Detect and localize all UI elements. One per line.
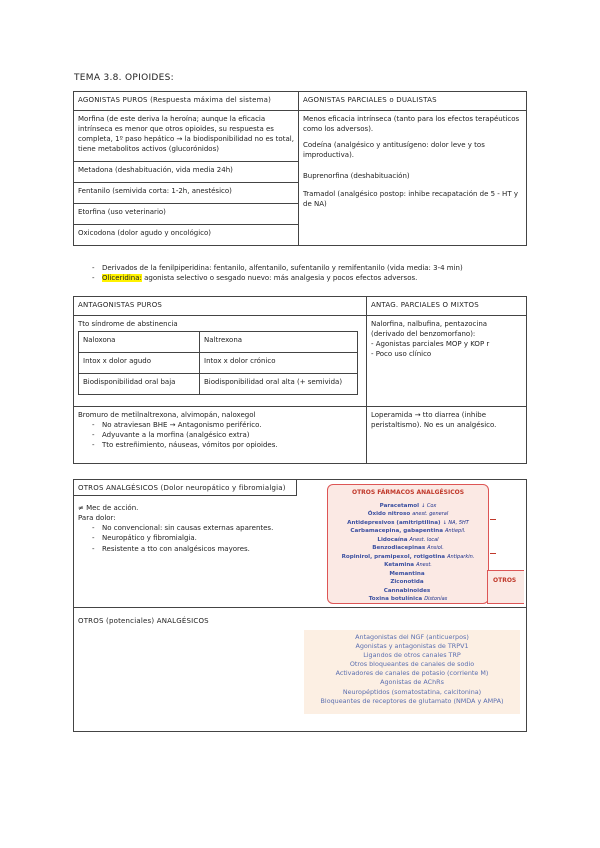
peripheral-list bbox=[78, 420, 362, 450]
abstinencia-label: Tto síndrome de abstinencia bbox=[78, 320, 178, 328]
potenciales-analgesicos-image bbox=[304, 630, 520, 714]
fenilpiperidina-note: - Derivados de la fenilpiperidina: fentanilo, alfentanilo, sufentanilo y remifentanilo (vida media: 3-4 min) bbox=[78, 263, 518, 273]
naltrexona-use-cell: Intox x dolor crónico bbox=[200, 353, 358, 374]
naltrexona-cell: Naltrexona bbox=[200, 332, 358, 353]
potencial-item: Ligandos de otros canales TRP bbox=[363, 651, 461, 660]
otros-analgesicos-header: OTROS ANALGÉSICOS (Dolor neuropático y fibromialgia) bbox=[78, 484, 286, 492]
antag-parciales-cell bbox=[367, 316, 527, 407]
codeina-text: Codeína (analgésico y antitusígeno: dolor leve y tos improductiva). bbox=[303, 141, 485, 160]
otros-farmacos-title: OTROS FÁRMACOS ANALGÉSICOS bbox=[351, 489, 465, 496]
agonistas-parciales-header: AGONISTAS PARCIALES o DUALISTAS bbox=[299, 92, 527, 111]
naltrexona-bio-cell: Biodisponibilidad oral alta (+ semivida) bbox=[200, 374, 358, 395]
otros-cut-box bbox=[487, 570, 524, 604]
agonistas-parciales-item: - Agonistas parciales MOP y KOP r bbox=[371, 340, 490, 349]
farmaco-item: Ziconotida bbox=[390, 579, 424, 586]
farmaco-item: Antidepresivos (amitriptilina) ↓ NA, 5HT bbox=[347, 519, 469, 526]
tramadol-text: Tramadol (analgésico postop: inhibe recapatación de 5 - HT y de NA) bbox=[303, 189, 518, 208]
page-title: TEMA 3.8. OPIOIDES: bbox=[74, 73, 174, 83]
farmaco-item: Ketamina Anest. bbox=[384, 562, 432, 569]
agonists-table bbox=[73, 91, 527, 246]
antagonists-table bbox=[73, 296, 527, 464]
oxicodona-cell: Oxicodona (dolor agudo y oncológico) bbox=[74, 225, 299, 246]
potencial-item: Activadores de canales de potasio (corriente M) bbox=[335, 669, 489, 678]
nalorfina-text: Nalorfina, nalbufina, pentazocina (derivado del benzomorfano): bbox=[371, 320, 488, 339]
antagonists-inner-table bbox=[78, 331, 358, 395]
oliceridina-rest: agonista selectivo o sesgado nuevo: más analgesia y pocos efectos adversos. bbox=[141, 274, 418, 283]
naloxona-cell: Naloxona bbox=[79, 332, 200, 353]
agonistas-parciales-cell bbox=[299, 111, 527, 246]
peripheral-item: - Tto estreñimiento, náuseas, vómitos por opioides. bbox=[78, 440, 362, 450]
morfina-cell: Morfina (de este deriva la heroína; aunque la eficacia intrínseca es menor que otros opioides, su respuesta es completa, 1º paso hepático → la biodisponibilidad no es total, tiene metabolitos activos (glucorónidos) bbox=[74, 111, 299, 162]
antagonistas-puros-header: ANTAGONISTAS PUROS bbox=[74, 297, 367, 316]
opioid-notes bbox=[78, 263, 518, 283]
antagonistas-puros-cell bbox=[74, 316, 367, 407]
otros-farmacos-list bbox=[328, 502, 488, 604]
otros-cut-label: OTROS bbox=[493, 577, 517, 584]
otros-potenciales-header: OTROS (potenciales) ANALGÉSICOS bbox=[78, 617, 209, 625]
farmaco-item: Lidocaína Anest. local bbox=[377, 536, 439, 543]
oliceridina-note bbox=[78, 273, 518, 283]
metilnaltrexona-title: Bromuro de metilnaltrexona, alvimopán, naloxegol bbox=[78, 411, 256, 419]
farmaco-item: Toxina botulínica Distonías bbox=[368, 596, 448, 603]
farmaco-item: Benzodiacepinas Ansiol. bbox=[372, 545, 444, 552]
otros-analgesicos-list bbox=[78, 523, 293, 553]
oliceridina-highlight: Oliceridina: bbox=[102, 274, 142, 283]
otros-analgesicos-body bbox=[78, 503, 293, 554]
header-box-bottom bbox=[73, 495, 297, 496]
peripheral-item: - No atraviesan BHE → Antagonismo periférico. bbox=[78, 420, 362, 430]
farmaco-item: Memantina bbox=[389, 570, 425, 577]
farmaco-item: Carbamacepina, gabapentina Antiepil. bbox=[350, 528, 466, 535]
otros-analgesicos-item: - Resistente a tto con analgésicos mayores. bbox=[78, 544, 293, 554]
red-mark bbox=[490, 519, 496, 520]
potencial-item: Antagonistas del NGF (anticuerpos) bbox=[355, 633, 469, 641]
antag-parciales-header: ANTAG. PARCIALES O MIXTOS bbox=[367, 297, 527, 316]
parciales-intro: Menos eficacia intrínseca (tanto para los efectos terapéuticos como los adversos). bbox=[303, 115, 520, 134]
potencial-item: Otros bloqueantes de canales de sodio bbox=[349, 660, 475, 669]
poco-uso-item: - Poco uso clínico bbox=[371, 350, 432, 359]
farmaco-item: Paracetamol ↓ Cox bbox=[379, 502, 437, 509]
otros-analgesicos-item: - Neuropático y fibromialgia. bbox=[78, 533, 293, 543]
otros-analgesicos-item: - No convencional: sin causas externas aparentes. bbox=[78, 523, 293, 533]
para-dolor-text: Para dolor: bbox=[78, 514, 116, 523]
naloxona-bio-cell: Biodisponibilidad oral baja bbox=[79, 374, 200, 395]
farmaco-item: Óxido nitroso anest. general bbox=[367, 511, 449, 518]
loperamida-cell: Loperamida → tto diarrea (inhibe peristaltismo). No es un analgésico. bbox=[367, 407, 527, 464]
potencial-item: Bloqueantes de receptores de glutamato (NMDA y AMPA) bbox=[320, 696, 504, 705]
agonistas-puros-header: AGONISTAS PUROS (Respuesta máxima del sistema) bbox=[74, 92, 299, 111]
naloxona-use-cell: Intox x dolor agudo bbox=[79, 353, 200, 374]
fentanilo-cell: Fentanilo (semivida corta: 1-2h, anestésico) bbox=[74, 183, 299, 204]
potencial-item: Agonistas de AChRs bbox=[380, 678, 444, 687]
potencial-item: Agonistas y antagonistas de TRPV1 bbox=[355, 642, 469, 651]
red-mark bbox=[490, 553, 496, 554]
peripheral-antagonists-cell bbox=[74, 407, 367, 464]
farmaco-item: Cannabinoides bbox=[383, 587, 431, 594]
mec-accion-text: ≠ Mec de acción. bbox=[78, 504, 139, 512]
peripheral-item: - Adyuvante a la morfina (analgésico extra) bbox=[78, 430, 362, 440]
buprenorfina-text: Buprenorfina (deshabituación) bbox=[303, 171, 410, 180]
farmaco-item: Ropinirol, pramipexol, rotigotina Antiparkin. bbox=[341, 553, 475, 560]
etorfina-cell: Etorfina (uso veterinario) bbox=[74, 204, 299, 225]
potencial-item: Neuropéptidos (somatostatina, calcitonina) bbox=[342, 687, 482, 696]
metadona-cell: Metadona (deshabituación, vida media 24h) bbox=[74, 162, 299, 183]
frame-divider-h bbox=[73, 607, 527, 608]
otros-farmacos-image bbox=[327, 484, 489, 604]
